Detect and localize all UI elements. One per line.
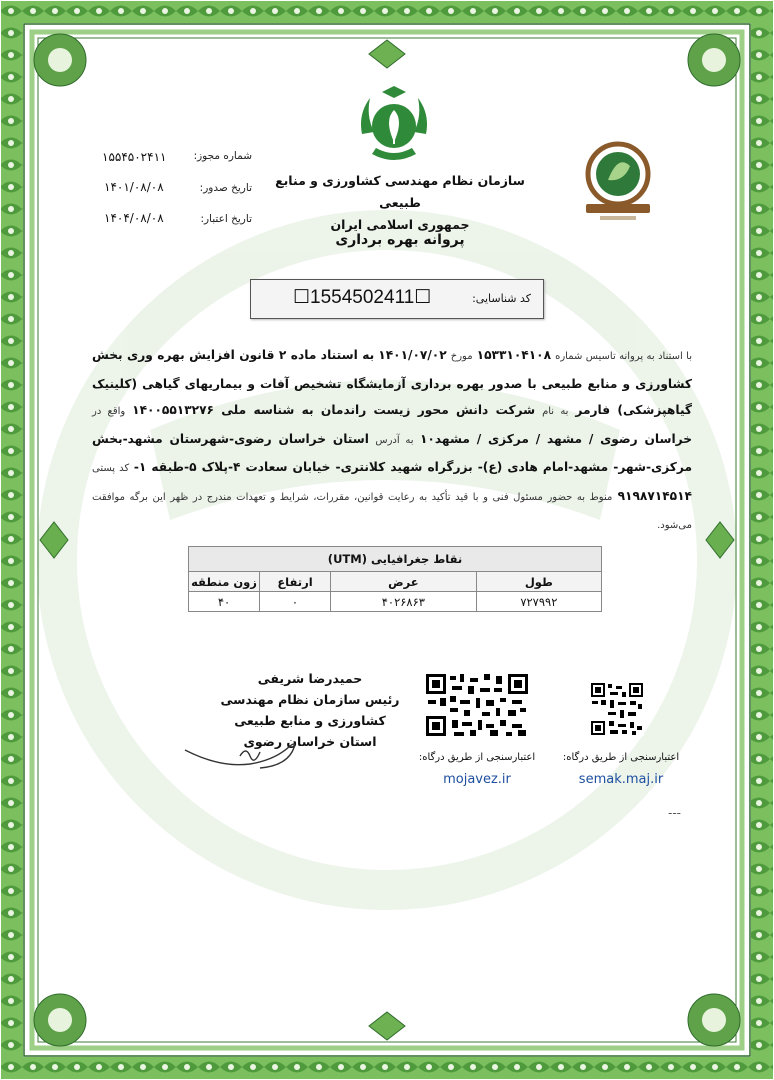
signatory-name: حمیدرضا شریفی	[257, 671, 363, 686]
utm-value-latitude: ۴۰۲۶۸۶۳	[331, 592, 477, 612]
license-meta	[102, 150, 252, 240]
utm-header-zone: زون منطقه	[189, 572, 260, 592]
mojavez-link[interactable]: mojavez.ir	[443, 772, 511, 787]
body-p6: به نام	[542, 406, 569, 417]
license-number-label: شماره مجوز:	[193, 150, 252, 162]
organization-line-1: سازمان نظام مهندسی کشاورزی و منابع طبیعی	[275, 173, 525, 210]
body-company-name: شرکت دانش محور زیست راندمان به شناسه ملی ۱۴۰۰۵۵۱۳۲۷۶	[132, 403, 536, 417]
issue-date-label: تاریخ صدور:	[199, 182, 252, 194]
semak-caption: اعتبارسنجی از طریق درگاه:	[562, 752, 680, 763]
utm-header-altitude: ارتفاع	[260, 572, 331, 592]
utm-value-altitude: ۰	[260, 592, 331, 612]
body-p5: به استناد ماده ۲ قانون افزایش بهره وری بخش کشاورزی و منابع طبیعی با صدور بهره برداری آزمایشگاه تشخیص آفات و بیماریهای گیاهی (کلینیک گیاهپزشکی) فارمر	[92, 348, 693, 417]
organization-logo	[352, 84, 436, 168]
utm-table	[188, 546, 602, 612]
semak-qr-code[interactable]	[590, 682, 644, 736]
signatory-title-1: رئیس سازمان نظام مهندسی کشاورزی و منابع طبیعی	[220, 692, 400, 728]
mojavez-qr-code[interactable]	[424, 672, 530, 738]
validity-date-row	[102, 210, 252, 240]
validity-date-label: تاریخ اعتبار:	[200, 213, 252, 225]
body-location: خراسان رضوی / مشهد / مرکزی / مشهد۱۰	[419, 431, 692, 446]
semak-link[interactable]: semak.maj.ir	[578, 772, 664, 787]
knowledge-based-company-badge	[580, 140, 656, 226]
license-number-value: ۱۵۵۴۵۰۲۴۱۱	[102, 150, 167, 164]
utm-title: نقاط جغرافیایی (UTM)	[189, 547, 602, 572]
mojavez-caption: اعتبارسنجی از طریق درگاه:	[418, 752, 536, 763]
id-code-label: کد شناسایی:	[472, 292, 531, 305]
document-title: پروانه بهره برداری	[335, 232, 465, 248]
validity-date-value: ۱۴۰۴/۰۸/۰۸	[104, 211, 164, 225]
body-p10: به آدرس	[375, 434, 414, 446]
body-address: استان خراسان رضوی-شهرستان مشهد-بخش مرکزی-شهر- مشهد-امام هادی (ع)- بزرگراه شهید کلانتری- خیابان سعادت ۴-پلاک ۵-طبقه ۱-	[92, 431, 692, 474]
utm-value-longitude: ۷۲۷۹۹۲	[476, 592, 601, 612]
issue-date-row	[102, 180, 252, 210]
organization-name	[270, 170, 530, 236]
id-code-box	[250, 279, 544, 319]
issue-date-value: ۱۴۰۱/۰۸/۰۸	[104, 180, 164, 194]
footer-mark: ---	[668, 806, 681, 820]
utm-header-latitude: عرض	[331, 572, 477, 592]
signatory-title-2: استان خراسان رضوی	[243, 734, 377, 749]
body-establishment-number: ۱۵۳۳۱۰۴۱۰۸	[476, 348, 552, 362]
body-p8: واقع در	[92, 406, 126, 417]
id-code-value: ☐1554502411☐	[293, 287, 432, 308]
body-p14: منوط به حضور مسئول فنی و با قید تأکید به رعایت قوانین، مقررات، شرایط و تعهدات مندرج در ظهر این برگه موافقت می‌شود.	[92, 491, 692, 531]
body-p1: با استناد به پروانه تاسیس شماره	[555, 351, 692, 362]
body-establishment-date: ۱۴۰۱/۰۷/۰۲	[378, 348, 447, 362]
license-body-text	[92, 342, 692, 540]
utm-header-longitude: طول	[476, 572, 601, 592]
body-p12: کد پستی	[92, 463, 130, 474]
body-postal-code: ۹۱۹۸۷۱۴۵۱۴	[617, 488, 692, 503]
body-p3: مورخ	[450, 351, 473, 362]
utm-value-zone: ۴۰	[189, 592, 260, 612]
license-number-row	[102, 150, 252, 180]
signature-image	[180, 738, 310, 778]
organization-line-2: جمهوری اسلامی ایران	[330, 217, 470, 232]
